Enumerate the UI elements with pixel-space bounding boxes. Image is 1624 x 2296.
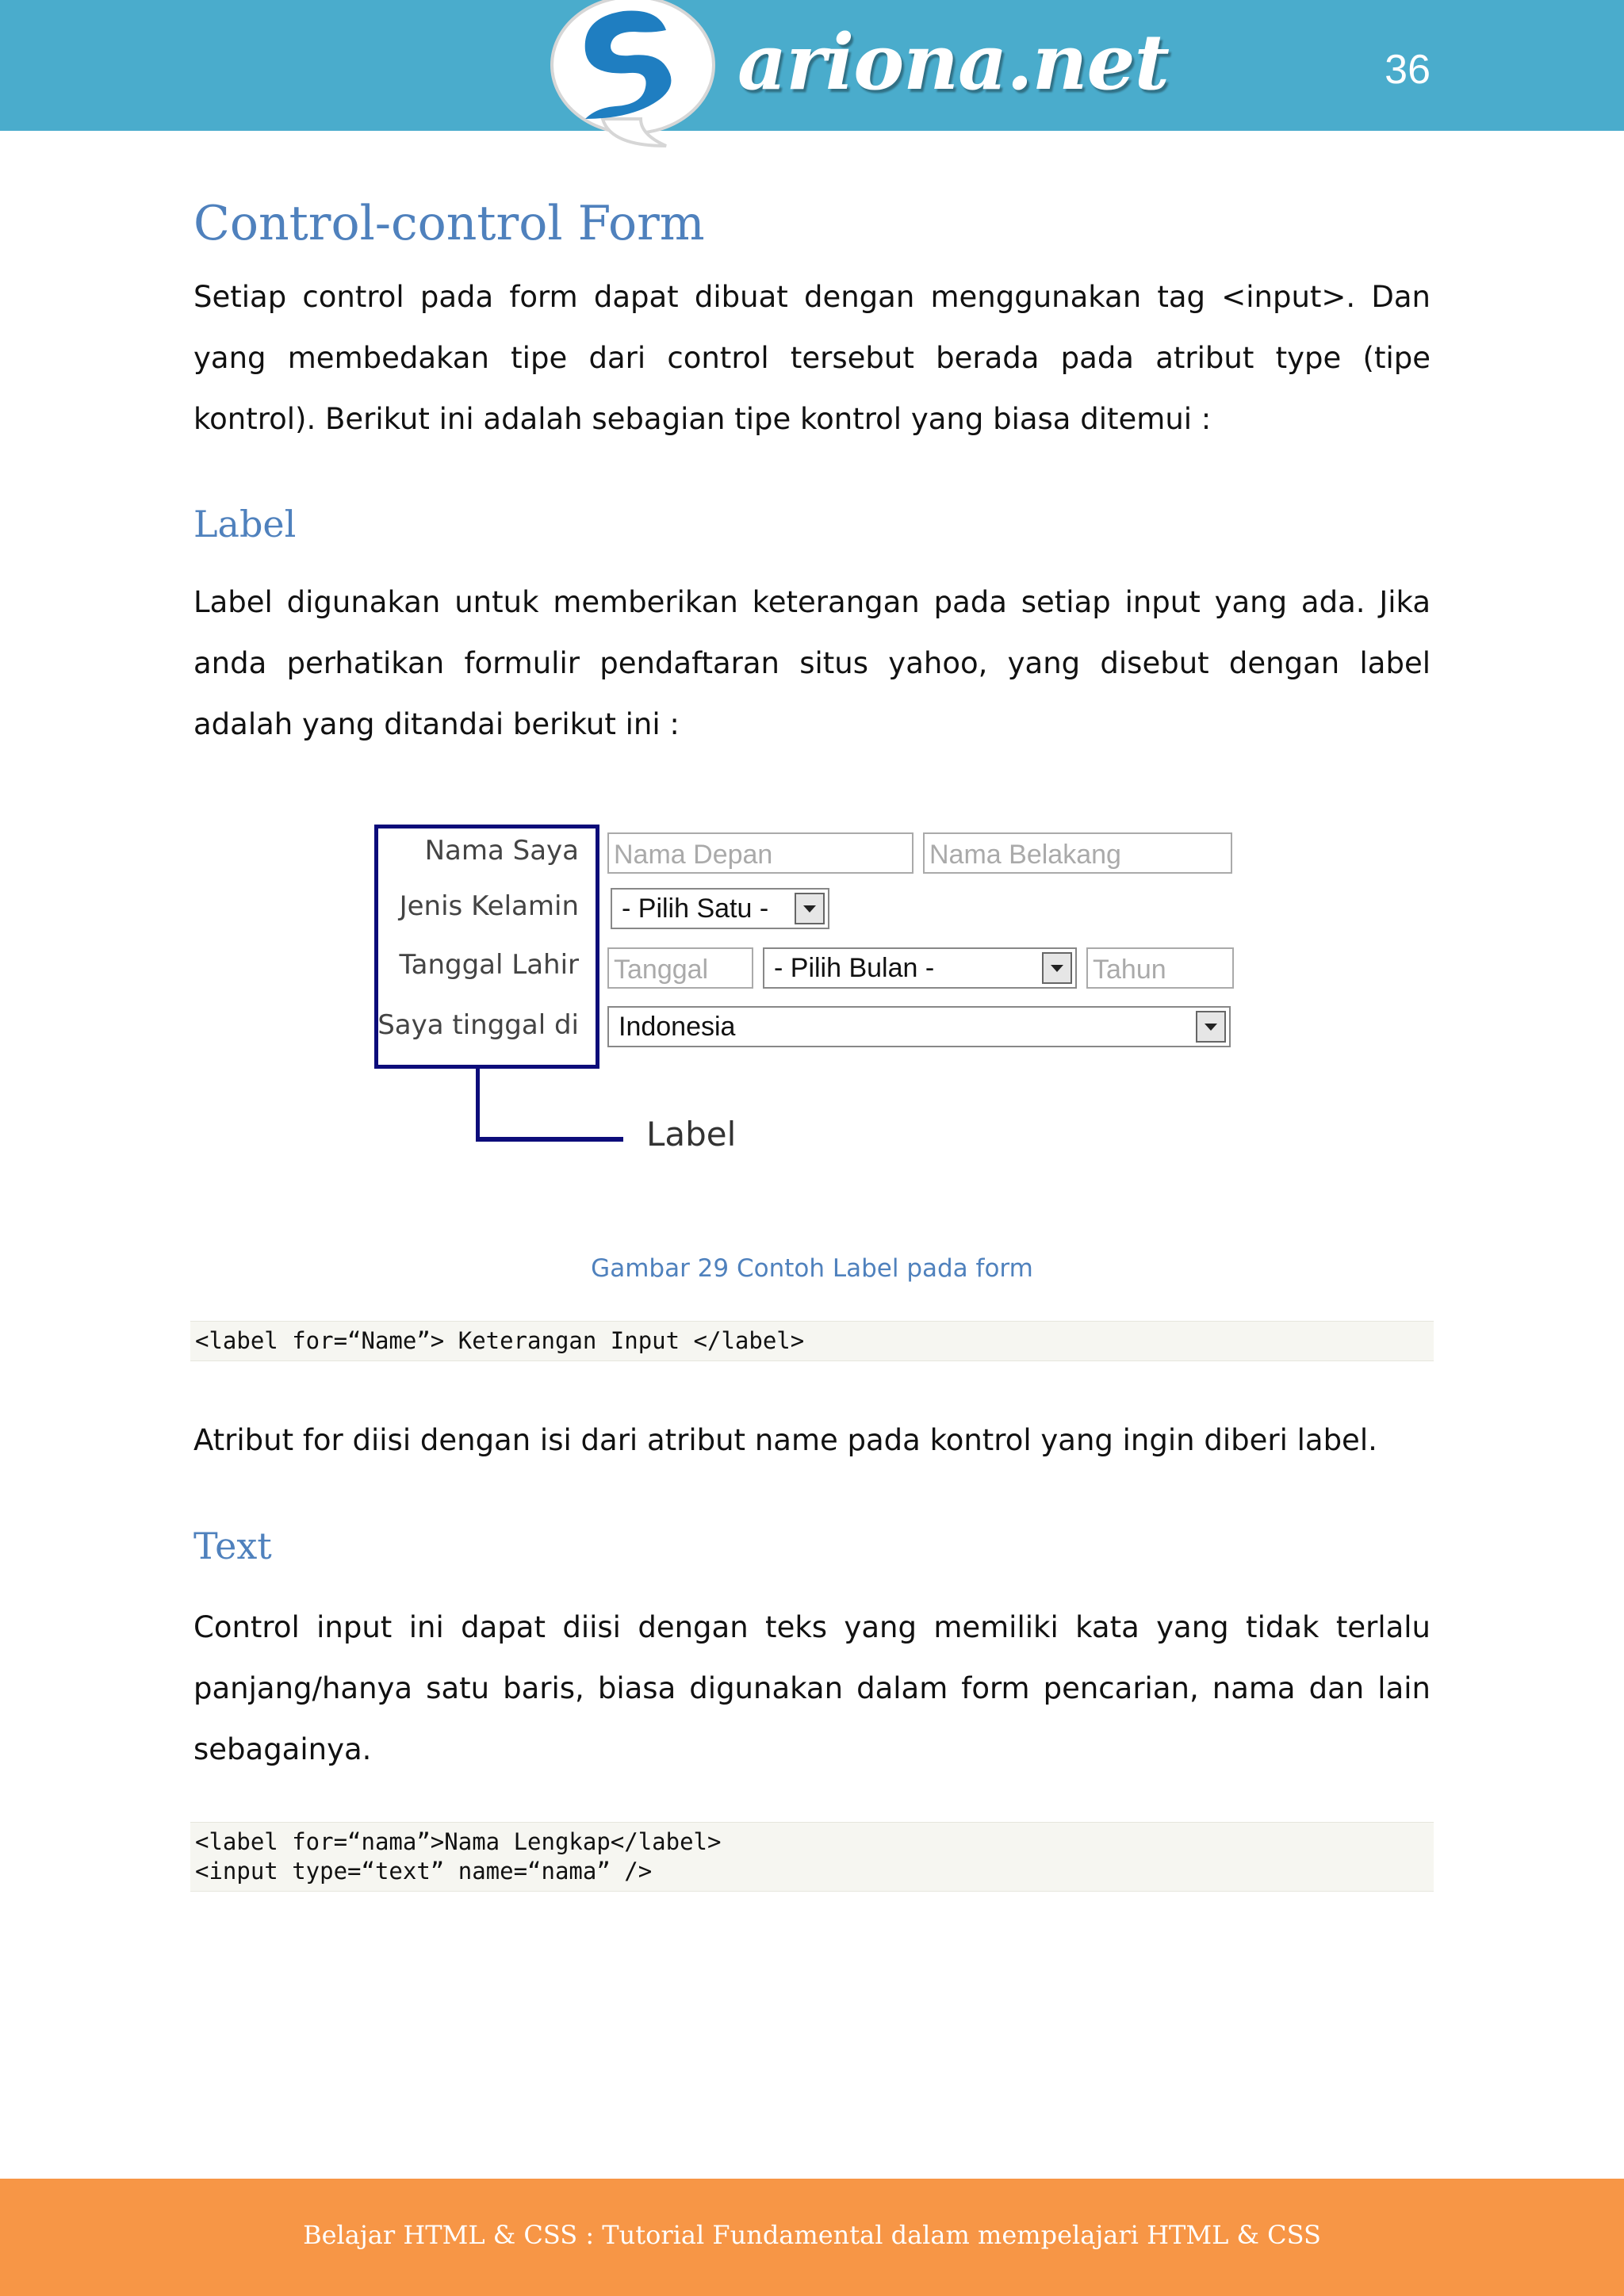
callout-line-horizontal	[476, 1137, 623, 1142]
chevron-down-icon	[1042, 952, 1072, 984]
country-select[interactable]	[607, 1006, 1231, 1047]
label-paragraph: Label digunakan untuk memberikan keterangan pada setiap input yang ada. Jika anda perhatikan formulir pendaftaran situs yahoo, yang disebut dengan label adalah yang ditandai berikut ini :	[193, 585, 1431, 741]
after-code-paragraph: Atribut for diisi dengan isi dari atribut name pada kontrol yang ingin diberi label.	[193, 1423, 1377, 1457]
callout-line-vertical	[476, 1067, 480, 1142]
text-paragraph: Control input ini dapat diisi dengan teks yang memiliki kata yang tidak terlalu panjang/hanya satu baris, biasa digunakan dalam form pencarian, nama dan lain sebagainya.	[193, 1610, 1431, 1766]
page-number: 36	[1385, 47, 1431, 93]
intro-paragraph: Setiap control pada form dapat dibuat dengan menggunakan tag <input>. Dan yang membedakan tipe dari control tersebut berada pada atribut type (tipe kontrol). Berikut ini adalah sebagian tipe kontrol yang biasa ditemui :	[193, 280, 1431, 436]
day-field[interactable]: Tanggal	[607, 947, 753, 989]
month-select-value: - Pilih Bulan -	[774, 953, 935, 983]
first-name-field[interactable]: Nama Depan	[607, 832, 914, 874]
footer-text: Belajar HTML & CSS : Tutorial Fundamental dalam mempelajari HTML & CSS	[303, 2220, 1321, 2250]
country-select-value: Indonesia	[619, 1012, 736, 1042]
callout-label: Label	[646, 1115, 737, 1154]
label-code-block: <label for=“Name”> Keterangan Input </label>	[190, 1321, 1434, 1361]
chevron-down-icon	[795, 893, 825, 924]
logo-bubble-icon	[547, 0, 734, 151]
figure-label-kelamin: Jenis Kelamin	[399, 890, 579, 922]
month-select[interactable]	[763, 947, 1077, 989]
figure-label-nama: Nama Saya	[424, 835, 579, 867]
figure-label-tanggal: Tanggal Lahir	[399, 949, 579, 981]
gender-select-value: - Pilih Satu -	[622, 894, 769, 924]
site-logo[interactable]	[547, 0, 1169, 151]
page-footer	[0, 2179, 1624, 2296]
last-name-field[interactable]: Nama Belakang	[923, 832, 1232, 874]
section-title: Control-control Form	[193, 196, 705, 251]
chevron-down-icon	[1196, 1011, 1226, 1043]
label-section-title: Label	[193, 503, 297, 545]
form-figure	[373, 821, 1245, 1169]
year-field[interactable]: Tahun	[1086, 947, 1234, 989]
gender-select[interactable]	[611, 888, 829, 929]
figure-label-tinggal: Saya tinggal di	[377, 1009, 579, 1041]
text-section-title: Text	[193, 1525, 272, 1567]
code-line: <input type=“text” name=“nama” />	[195, 1858, 653, 1885]
page-content	[193, 190, 1431, 755]
figure-label-column	[373, 821, 588, 1058]
code-line: <label for=“nama”>Nama Lengkap</label>	[195, 1828, 722, 1855]
logo-text: ariona.net	[737, 17, 1169, 107]
text-code-block	[190, 1822, 1434, 1892]
figure-caption: Gambar 29 Contoh Label pada form	[591, 1254, 1033, 1283]
